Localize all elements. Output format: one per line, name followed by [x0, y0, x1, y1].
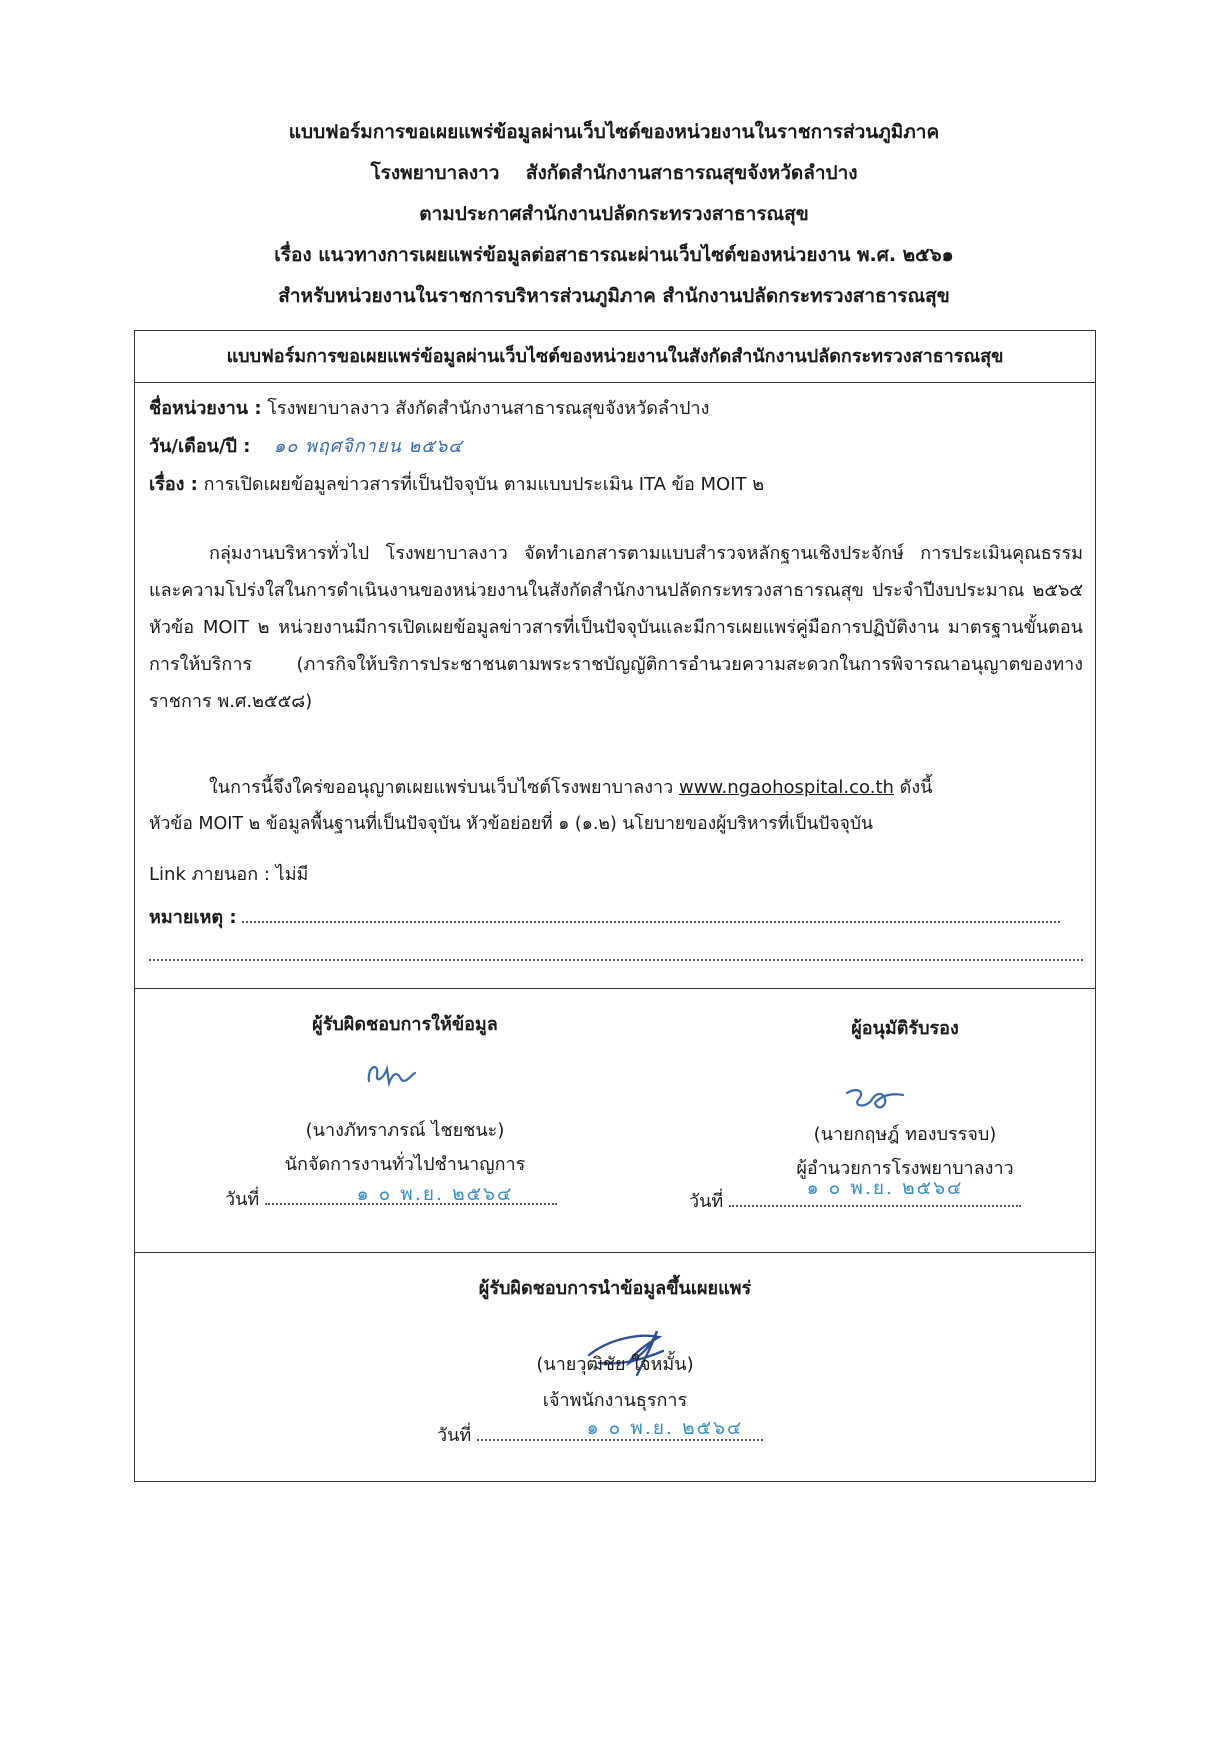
external-link-row	[149, 861, 308, 889]
paragraph-2-suffix: ดังนี้	[899, 777, 933, 798]
approver-heading: ผู้อนุมัติรับรอง	[851, 1018, 959, 1039]
provider-name: (นางภัทราภรณ์ ไชยชนะ)	[305, 1120, 505, 1141]
publisher-section	[135, 1253, 1095, 1481]
body-paragraph-1	[149, 535, 1083, 720]
external-link-label: Link ภายนอก :	[149, 864, 270, 885]
signature-section	[135, 989, 1095, 1253]
subject-label: เรื่อง :	[149, 474, 198, 495]
subject-row	[149, 471, 764, 499]
date-row	[149, 433, 463, 461]
header-line-1: แบบฟอร์มการขอเผยแพร่ข้อมูลผ่านเว็บไซต์ของหน่วยงานในราชการส่วนภูมิภาค	[288, 121, 940, 143]
approver-date-label: วันที่	[689, 1191, 724, 1212]
approver-position: ผู้อำนวยการโรงพยาบาลงาว	[796, 1158, 1014, 1179]
agency-value: โรงพยาบาลงาว สังกัดสำนักงานสาธารณสุขจังหวัดลำปาง	[267, 398, 710, 419]
approver-name: (นายกฤษฎ์ ทองบรรจบ)	[813, 1124, 997, 1145]
header-line-3: ตามประกาศสำนักงานปลัดกระทรวงสาธารณสุข	[419, 203, 809, 225]
publisher-name: (นายวุฒิชัย ใจหมั้น)	[536, 1354, 694, 1375]
publisher-position: เจ้าพนักงานธุรการ	[542, 1390, 688, 1411]
agency-row	[149, 395, 709, 423]
publisher-heading: ผู้รับผิดชอบการนำข้อมูลขึ้นเผยแพร่	[478, 1278, 752, 1299]
form-frame	[134, 330, 1096, 1482]
header-line-2: โรงพยาบาลงาว สังกัดสำนักงานสาธารณสุขจังหวัดลำปาง	[370, 162, 858, 184]
approver-date-stamp: ๑ ๐ พ.ย. ๒๕๖๔	[806, 1177, 964, 1199]
topic-line: หัวข้อ MOIT ๒ ข้อมูลพื้นฐานที่เป็นปัจจุบัน หัวข้อย่อยที่ ๑ (๑.๒) นโยบายของผู้บริหารที่เป็นปัจจุบัน	[149, 814, 873, 834]
provider-heading: ผู้รับผิดชอบการให้ข้อมูล	[312, 1014, 498, 1035]
header-line-4: เรื่อง แนวทางการเผยแพร่ข้อมูลต่อสาธารณะผ่านเว็บไซต์ของหน่วยงาน พ.ศ. ๒๕๖๑	[274, 244, 954, 266]
date-label: วัน/เดือน/ปี :	[149, 436, 251, 457]
external-link-value: ไม่มี	[275, 864, 309, 885]
provider-date-label: วันที่	[225, 1189, 260, 1210]
remark-row	[149, 901, 1060, 932]
form-title: แบบฟอร์มการขอเผยแพร่ข้อมูลผ่านเว็บไซต์ของหน่วยงานในสังกัดสำนักงานปลัดกระทรวงสาธารณสุข	[135, 331, 1095, 383]
provider-date-stamp: ๑ ๐ พ.ย. ๒๕๖๔	[356, 1183, 514, 1205]
agency-label: ชื่อหน่วยงาน :	[149, 398, 262, 419]
body-paragraph-2	[149, 769, 1083, 843]
remark-label: หมายเหตุ :	[149, 907, 237, 928]
paragraph-2-line	[149, 769, 1083, 806]
remark-dotted-line-1	[242, 901, 1060, 923]
date-value: ๑๐ พฤศจิกายน ๒๕๖๔	[273, 436, 463, 457]
remark-dotted-line-2	[149, 939, 1083, 961]
publisher-date-stamp: ๑ ๐ พ.ย. ๒๕๖๔	[586, 1417, 744, 1439]
paragraph-1-text: กลุ่มงานบริหารทั่วไป โรงพยาบาลงาว จัดทำเอกสารตามแบบสำรวจหลักฐานเชิงประจักษ์ การประเมินคุณธรรมและความโปร่งใสในการดำเนินงานของหน่วยงานในสังกัดสำนักงานปลัดกระทรวงสาธารณสุข ประจำปีงบประมาณ ๒๕๖๕ หัวข้อ MOIT ๒ หน่วยงานมีการเปิดเผยข้อมูลข่าวสารที่เป็นปัจจุบันและมีการเผยแพร่คู่มือการปฏิบัติงาน มาตรฐานขั้นตอนการให้บริการ (ภารกิจให้บริการประชาชนตามพระราชบัญญัติการอำนวยความสะดวกในการพิจารณาอนุญาตของทางราชการ พ.ศ.๒๕๕๘)	[149, 543, 1083, 712]
paragraph-2-prefix: ในการนี้จึงใคร่ขออนุญาตเผยแพร่บนเว็บไซต์โรงพยาบาลงาว	[209, 777, 674, 798]
remark-row-2	[149, 939, 1083, 970]
approver-signature	[841, 1083, 911, 1119]
publisher-date-label: วันที่	[437, 1425, 472, 1446]
document-header	[0, 112, 1228, 317]
header-line-5: สำหรับหน่วยงานในราชการบริหารส่วนภูมิภาค สำนักงานปลัดกระทรวงสาธารณสุข	[278, 285, 950, 307]
provider-position: นักจัดการงานทั่วไปชำนาญการ	[284, 1154, 526, 1175]
provider-signature	[361, 1053, 421, 1093]
website-link[interactable]: www.ngaohospital.co.th	[678, 777, 894, 798]
subject-value: การเปิดเผยข้อมูลข่าวสารที่เป็นปัจจุบัน ตามแบบประเมิน ITA ข้อ MOIT ๒	[203, 474, 765, 495]
form-info-section	[135, 383, 1095, 989]
